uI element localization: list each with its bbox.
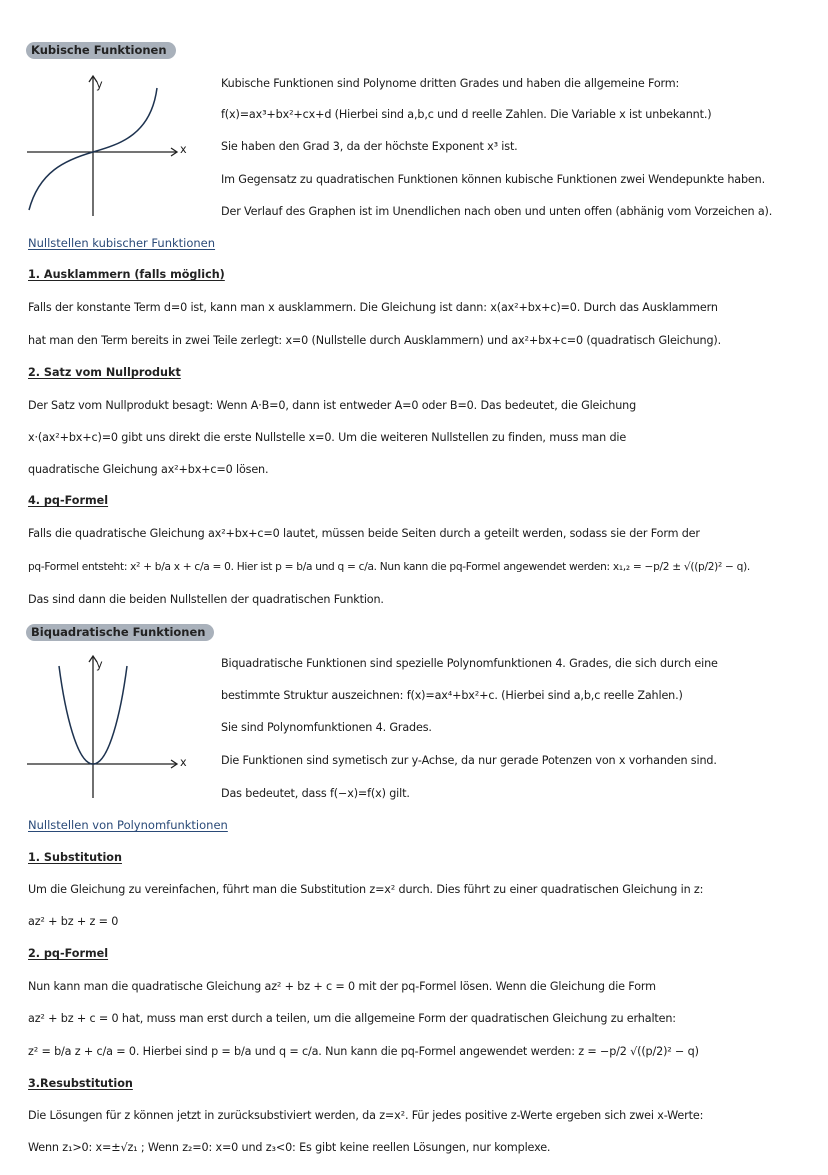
ausklammern-line-1: Falls der konstante Term d=0 ist, kann man x ausklammern. Die Gleichung ist dann: x(ax²+bx+c)=0. Durch das Ausklammern [28,301,718,314]
pq-formel-kubisch-line-1: Falls die quadratische Gleichung ax²+bx+c=0 lautet, müssen beide Seiten durch a geteilt werden, sodass sie der Form der [28,527,700,540]
kubisch-text-line-3: Sie haben den Grad 3, da der höchste Exponent x³ ist. [221,140,518,153]
cubic-function-graph [25,72,195,222]
subheading-pq-formel-kubisch: 4. pq-Formel [28,494,109,507]
subheading-ausklammern: 1. Ausklammern (falls möglich) [28,268,225,281]
section-title-kubische-funktionen: Kubische Funktionen [26,42,176,59]
substitution-line-1: Um die Gleichung zu vereinfachen, führt man die Substitution z=x² durch. Dies führt zu einer quadratischen Gleichung in z: [28,883,704,896]
subheading-satz-vom-nullprodukt: 2. Satz vom Nullprodukt [28,366,181,379]
nullprodukt-line-1: Der Satz vom Nullprodukt besagt: Wenn A·B=0, dann ist entweder A=0 oder B=0. Das bedeutet, die Gleichung [28,399,637,412]
biquadratisch-text-line-4: Die Funktionen sind symetisch zur y-Achse, da nur gerade Potenzen von x vorhanden sind. [221,754,717,767]
biquadratic-graph-y-label: y [96,658,103,671]
kubisch-text-line-5: Der Verlauf des Graphen ist im Unendlichen nach oben und unten offen (abhänig vom Vorzeichen a). [221,205,773,218]
biquadratic-function-graph [25,652,195,802]
biquadratisch-text-line-5: Das bedeutet, dass f(−x)=f(x) gilt. [221,787,410,800]
kubisch-text-line-4: Im Gegensatz zu quadratischen Funktionen können kubische Funktionen zwei Wendepunkte haben. [221,173,766,186]
ausklammern-line-2: hat man den Term bereits in zwei Teile zerlegt: x=0 (Nullstelle durch Ausklammern) und ax²+bx+c=0 (quadratisch Gleichung). [28,334,722,347]
pq-formel-polynom-line-2: az² + bz + c = 0 hat, muss man erst durch a teilen, um die allgemeine Form der quadratischen Gleichung zu erhalten: [28,1012,676,1025]
subheading-resubstitution: 3.Resubstitution [28,1077,133,1090]
resubstitution-line-1: Die Lösungen für z können jetzt in zurücksubstiviert werden, da z=x². Für jedes positive z-Werte ergeben sich zwei x-Werte: [28,1109,704,1122]
section-title-biquadratische-funktionen: Biquadratische Funktionen [26,624,214,641]
pq-formel-polynom-line-3: z² = b/a z + c/a = 0. Hierbei sind p = b/a und q = c/a. Nun kann die pq-Formel angewendet werden: z = −p/2 √((p/2)² − q) [28,1045,699,1058]
substitution-line-2: az² + bz + z = 0 [28,915,119,928]
biquadratisch-text-line-1: Biquadratische Funktionen sind spezielle Polynomfunktionen 4. Grades, die sich durch eine [221,657,718,670]
resubstitution-line-2: Wenn z₁>0: x=±√z₁ ; Wenn z₂=0: x=0 und z₃<0: Es gibt keine reellen Lösungen, nur komplexe. [28,1141,551,1154]
kubisch-text-line-2: f(x)=ax³+bx²+cx+d (Hierbei sind a,b,c und d reelle Zahlen. Die Variable x ist unbekannt.) [221,108,712,121]
nullprodukt-line-3: quadratische Gleichung ax²+bx+c=0 lösen. [28,463,269,476]
section-title-nullstellen-polynom: Nullstellen von Polynomfunktionen [28,818,228,832]
subheading-pq-formel-polynom: 2. pq-Formel [28,947,109,960]
kubisch-text-line-1: Kubische Funktionen sind Polynome dritten Grades und haben die allgemeine Form: [221,77,680,90]
pq-formel-kubisch-line-2: pq-Formel entsteht: x² + b/a x + c/a = 0. Hier ist p = b/a und q = c/a. Nun kann die pq-Formel angewendet werden: x₁,₂ = −p/2 ± √((p/2)² − q). [28,561,750,573]
nullprodukt-line-2: x·(ax²+bx+c)=0 gibt uns direkt die erste Nullstelle x=0. Um die weiteren Nullstellen zu finden, muss man die [28,431,627,444]
section-title-nullstellen-kubisch: Nullstellen kubischer Funktionen [28,236,216,250]
pq-formel-kubisch-line-3: Das sind dann die beiden Nullstellen der quadratischen Funktion. [28,593,384,606]
cubic-graph-x-label: x [180,143,187,156]
subheading-substitution: 1. Substitution [28,851,122,864]
cubic-graph-y-label: y [96,78,103,91]
biquadratisch-text-line-2: bestimmte Struktur auszeichnen: f(x)=ax⁴+bx²+c. (Hierbei sind a,b,c reelle Zahlen.) [221,689,683,702]
biquadratisch-text-line-3: Sie sind Polynomfunktionen 4. Grades. [221,721,432,734]
pq-formel-polynom-line-1: Nun kann man die quadratische Gleichung az² + bz + c = 0 mit der pq-Formel lösen. Wenn die Gleichung die Form [28,980,656,993]
biquadratic-graph-x-label: x [180,756,187,769]
